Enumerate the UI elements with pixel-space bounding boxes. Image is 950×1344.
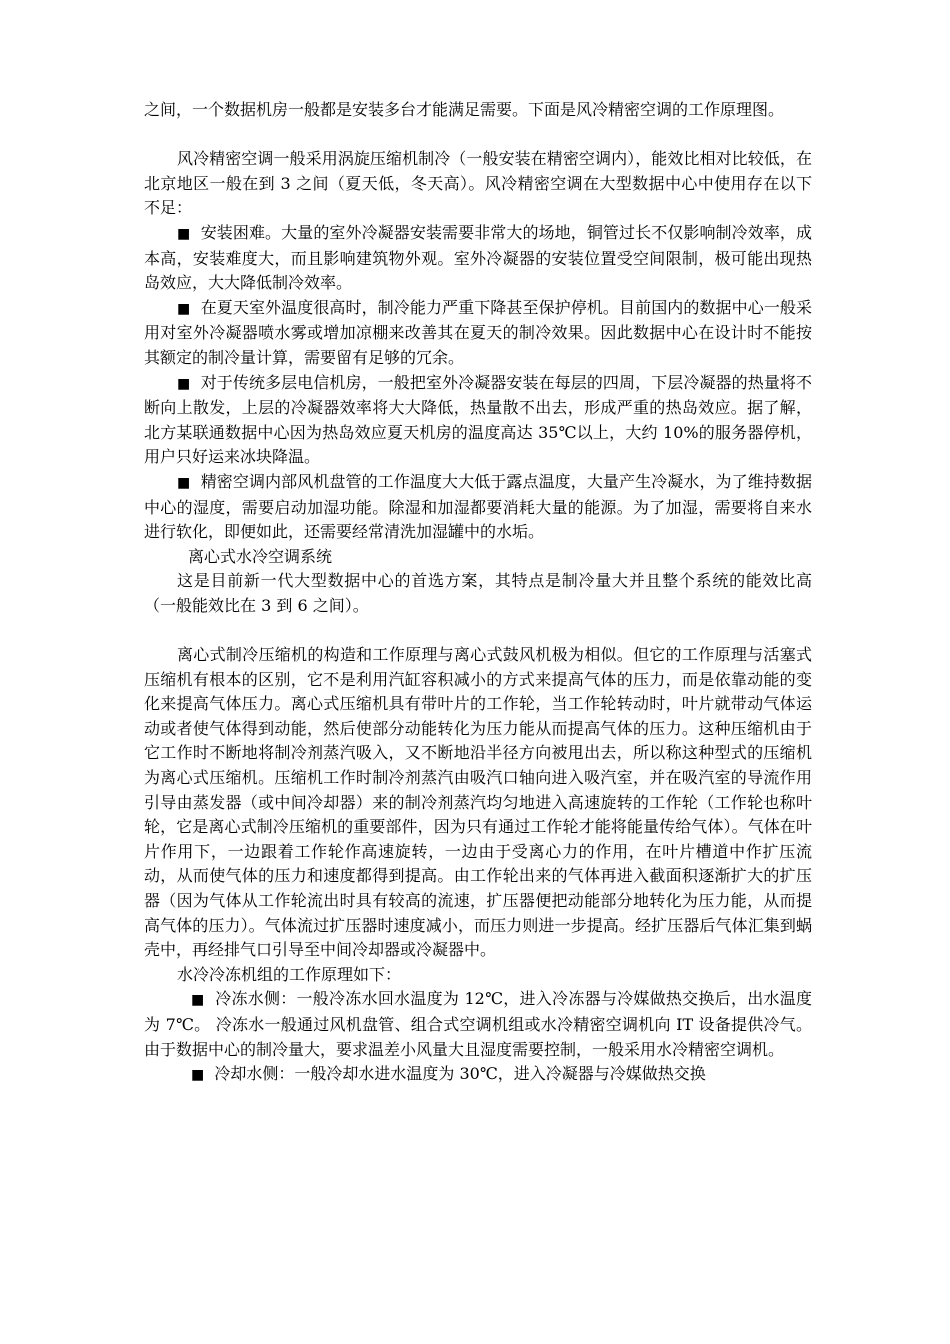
paragraph-gap bbox=[144, 123, 812, 148]
paragraph-chiller-principle-intro: 水冷冷冻机组的工作原理如下： bbox=[177, 964, 402, 984]
bullet-square-icon: ■ bbox=[177, 225, 191, 242]
bullet-installation-difficulty bbox=[144, 221, 812, 296]
paragraph-intro-continued: 之间，一个数据机房一般都是安装多台才能满足需要。下面是风冷精密空调的工作原理图。 bbox=[144, 100, 785, 119]
bullet-heat-island bbox=[144, 371, 812, 470]
bullet-square-icon: ■ bbox=[177, 300, 191, 317]
bullet-text: 在夏天室外温度很高时，制冷能力严重下降甚至保护停机。目前国内的数据中心一般采用对室外冷凝器喷水雾或增加凉棚来改善其在夏天的制冷效果。因此数据中心在设计时不能按其额定的制冷量计算，需要留有足够的冗余。 bbox=[144, 297, 812, 367]
bullet-text: 冷却水侧：一般冷却水进水温度为 30℃，进入冷凝器与冷媒做热交换 bbox=[214, 1064, 706, 1084]
section-heading-centrifugal: 离心式水冷空调系统 bbox=[188, 546, 333, 566]
bullet-humidity bbox=[144, 470, 812, 545]
bullet-cooling-water-side bbox=[144, 1062, 812, 1088]
bullet-text: 安装困难。大量的室外冷凝器安装需要非常大的场地，铜管过长不仅影响制冷效率，成本高，安装难度大，而且影响建筑物外观。室外冷凝器的安装位置受空间限制，极可能出现热岛效应，大大降低制冷效率。 bbox=[144, 222, 812, 293]
bullet-text: 对于传统多层电信机房，一般把室外冷凝器安装在每层的四周，下层冷凝器的热量将不断向上散发，上层的冷凝器效率将大大降低，热量散不出去，形成严重的热岛效应。据了解，北方某联通数据中心因为热岛效应夏天机房的温度高达 35℃以上，大约 10%的服务器停机，用户只好运来冰块降温。 bbox=[144, 372, 812, 467]
document-body bbox=[144, 98, 812, 1088]
paragraph-air-cooled-overview: 风冷精密空调一般采用涡旋压缩机制冷（一般安装在精密空调内），能效比相对比较低，在北京地区一般在到 3 之间（夏天低，冬天高）。风冷精密空调在大型数据中心中使用存在以下不足： bbox=[144, 149, 812, 218]
bullet-square-icon: ■ bbox=[191, 1067, 205, 1084]
bullet-summer-capacity bbox=[144, 296, 812, 371]
bullet-chilled-water-side bbox=[144, 987, 812, 1062]
paragraph-gap bbox=[144, 618, 812, 643]
paragraph-centrifugal-summary: 这是目前新一代大型数据中心的首选方案，其特点是制冷量大并且整个系统的能效比高（一般能效比在 3 到 6 之间）。 bbox=[144, 571, 812, 615]
bullet-text: 精密空调内部风机盘管的工作温度大大低于露点温度，大量产生冷凝水，为了维持数据中心的湿度，需要启动加湿功能。除湿和加湿都要消耗大量的能源。为了加湿，需要将自来水进行软化，即便如此，还需要经常清洗加湿罐中的水垢。 bbox=[144, 471, 812, 542]
bullet-square-icon: ■ bbox=[177, 375, 191, 392]
bullet-square-icon: ■ bbox=[177, 474, 191, 491]
bullet-text: 冷冻水侧：一般冷冻水回水温度为 12℃，进入冷冻器与冷媒做热交换后，出水温度为 7℃。 冷冻水一般通过风机盘管、组合式空调机组或水冷精密空调机向 IT 设备提供冷气。由于数据中心的制冷量大，要求温差小风量大且湿度需要控制，一般采用水冷精密空调机。 bbox=[144, 989, 812, 1059]
paragraph-centrifugal-principle: 离心式制冷压缩机的构造和工作原理与离心式鼓风机极为相似。但它的工作原理与活塞式压缩机有根本的区别，它不是利用汽缸容积减小的方式来提高气体的压力，而是依靠动能的变化来提高气体压力。离心式压缩机具有带叶片的工作轮，当工作轮转动时，叶片就带动气体运动或者使气体得到动能，然后使部分动能转化为压力能从而提高气体的压力。这种压缩机由于它工作时不断地将制冷剂蒸汽吸入，又不断地沿半径方向被甩出去，所以称这种型式的压缩机为离心式压缩机。压缩机工作时制冷剂蒸汽由吸汽口轴向进入吸汽室，并在吸汽室的导流作用引导由蒸发器（或中间冷却器）来的制冷剂蒸汽均匀地进入高速旋转的工作轮（工作轮也称叶轮，它是离心式制冷压缩机的重要部件，因为只有通过工作轮才能将能量传给气体）。气体在叶片作用下，一边跟着工作轮作高速旋转，一边由于受离心力的作用，在叶片槽道中作扩压流动，从而使气体的压力和速度都得到提高。由工作轮出来的气体再进入截面积逐渐扩大的扩压器（因为气体从工作轮流出时具有较高的流速，扩压器便把动能部分地转化为压力能，从而提高气体的压力）。气体流过扩压器时速度减小，而压力则进一步提高。经扩压器后气体汇集到蜗壳中，再经排气口引导至中间冷却器或冷凝器中。 bbox=[144, 645, 812, 960]
bullet-square-icon: ■ bbox=[191, 992, 205, 1009]
